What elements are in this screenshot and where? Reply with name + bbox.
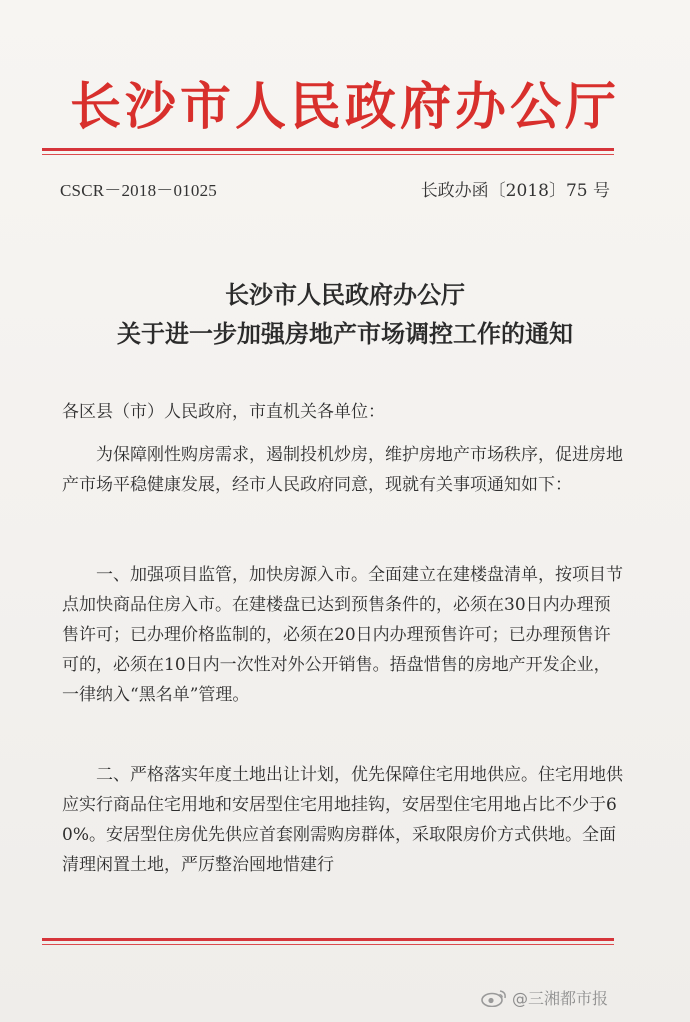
notice-body-section-1 [62,560,627,710]
paragraph-section-2: 二、严格落实年度土地出让计划，优先保障住宅用地供应。住宅用地供应实行商品住宅用地和安居型住宅用地挂钩，安居型住宅用地占比不少于60%。安居型住房优先供应首套刚需购房群体，采取限房价方式供地。全面清理闲置土地，严厉整治囤地惜建行 [62,765,623,875]
letterhead-rule-thin [42,154,614,155]
notice-body-section-2 [62,760,627,880]
letterhead-rule-thick [42,148,614,151]
notice-title-line-2: 关于进一步加强房地产市场调控工作的通知 [117,320,573,348]
paragraph-section-1: 一、加强项目监管，加快房源入市。全面建立在建楼盘清单，按项目节点加快商品住房入市。在建楼盘已达到预售条件的，必须在30日内办理预售许可；已办理价格监制的，必须在20日内办理预售许可；已办理预售许可的，必须在10日内一次性对外公开销售。捂盘惜售的房地产开发企业，一律纳入“黑名单”管理。 [62,565,623,705]
footer-rule-thick [42,938,614,941]
footer-rule-thin [42,944,614,945]
watermark-text: @三湘都市报 [511,989,608,1008]
salutation: 各区县（市）人民政府，市直机关各单位： [62,402,385,422]
letterhead-title: 长沙市人民政府办公厅 [69,78,620,137]
source-watermark [480,986,608,1009]
weibo-icon [480,989,508,1007]
document-code: CSCR－2018－01025 [60,181,217,200]
document-number: 长政办函〔2018〕75 号 [420,181,610,201]
notice-body [62,440,627,500]
paragraph-intro: 为保障刚性购房需求，遏制投机炒房，维护房地产市场秩序，促进房地产市场平稳健康发展，经市人民政府同意，现就有关事项通知如下： [62,445,623,495]
notice-title-line-1: 长沙市人民政府办公厅 [225,281,465,309]
